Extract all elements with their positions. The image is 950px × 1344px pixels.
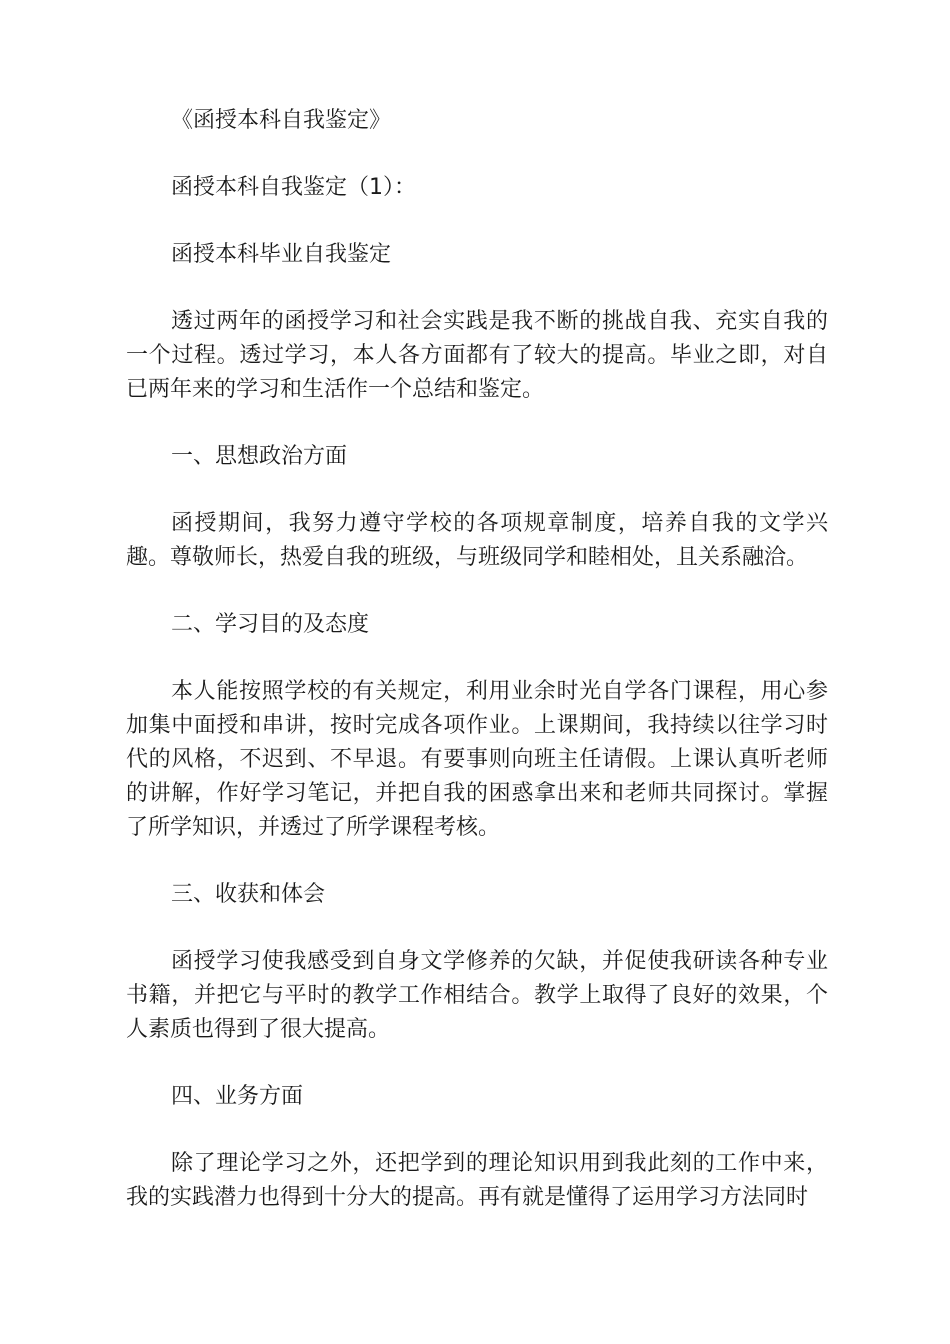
section-heading-study: 二、学习目的及态度 [171, 612, 370, 637]
intro-paragraph: 透过两年的函授学习和社会实践是我不断的挑战自我、充实自我的一个过程。透过学习，本人各方面都有了较大的提高。毕业之即，对自已两年来的学习和生活作一个总结和鉴定。 [126, 309, 828, 402]
section-body-politics: 函授期间，我努力遵守学校的各项规章制度，培养自我的文学兴趣。尊敬师长，热爱自我的班级，与班级同学和睦相处，且关系融洽。 [126, 511, 828, 570]
section-heading-gains: 三、收获和体会 [171, 882, 326, 907]
document-heading: 函授本科毕业自我鉴定 [171, 242, 392, 267]
section-body-work: 除了理论学习之外，还把学到的理论知识用到我此刻的工作中来，我的实践潜力也得到十分大的提高。再有就是懂得了运用学习方法同时 [126, 1151, 828, 1210]
document-body [126, 104, 828, 1248]
section-body-gains: 函授学习使我感受到自身文学修养的欠缺，并促使我研读各种专业书籍，并把它与平时的教学工作相结合。教学上取得了良好的效果，个人素质也得到了很大提高。 [126, 949, 828, 1042]
document-title: 《函授本科自我鉴定》 [171, 108, 392, 133]
section-heading-politics: 一、思想政治方面 [171, 444, 348, 469]
document-subtitle: 函授本科自我鉴定（1）： [171, 175, 416, 200]
section-heading-work: 四、业务方面 [171, 1084, 304, 1109]
section-body-study: 本人能按照学校的有关规定，利用业余时光自学各门课程，用心参加集中面授和串讲，按时完成各项作业。上课期间，我持续以往学习时代的风格，不迟到、不早退。有要事则向班主任请假。上课认真听老师的讲解，作好学习笔记，并把自我的困惑拿出来和老师共同探讨。掌握了所学知识，并透过了所学课程考核。 [126, 679, 828, 840]
